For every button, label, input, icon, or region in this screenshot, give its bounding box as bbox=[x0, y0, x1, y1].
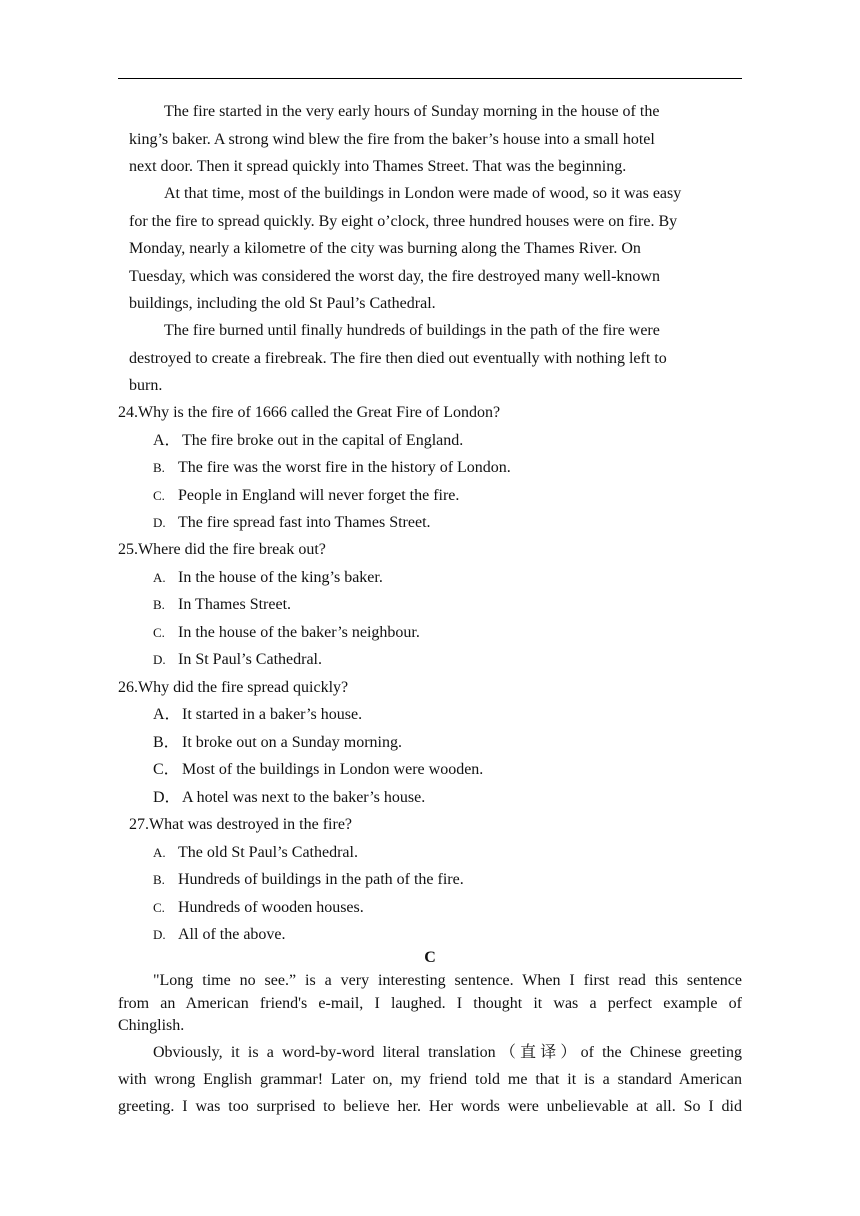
option-key: C. bbox=[153, 625, 165, 640]
answer-option[interactable] bbox=[153, 486, 459, 506]
passage-line: from an American friend's e-mail, I laughed. I thought it was a perfect example of bbox=[118, 995, 742, 1012]
option-key: A. bbox=[153, 570, 166, 585]
answer-option[interactable] bbox=[153, 760, 483, 780]
passage-line: for the fire to spread quickly. By eight o’clock, three hundred houses were on fire. By bbox=[129, 213, 678, 230]
answer-option[interactable] bbox=[153, 513, 431, 533]
answer-option[interactable] bbox=[153, 733, 402, 753]
answer-option[interactable] bbox=[153, 595, 291, 615]
question-stem: 27.What was destroyed in the fire? bbox=[129, 816, 353, 833]
option-key: A． bbox=[153, 432, 181, 449]
passage-line: Obviously, it is a word-by-word literal translation（直译）of the Chinese greeting bbox=[153, 1044, 742, 1061]
answer-option[interactable] bbox=[153, 788, 425, 808]
option-text: Hundreds of buildings in the path of the fire. bbox=[178, 871, 464, 888]
option-key: D. bbox=[153, 927, 166, 942]
answer-option[interactable] bbox=[153, 925, 286, 945]
option-text: It broke out on a Sunday morning. bbox=[182, 734, 402, 751]
answer-option[interactable] bbox=[153, 870, 464, 890]
option-text: All of the above. bbox=[178, 926, 286, 943]
passage-line: Tuesday, which was considered the worst day, the fire destroyed many well-known bbox=[129, 268, 660, 285]
passage-line: Monday, nearly a kilometre of the city was burning along the Thames River. On bbox=[129, 240, 641, 257]
option-text: Most of the buildings in London were wooden. bbox=[182, 761, 484, 778]
question-stem: 26.Why did the fire spread quickly? bbox=[118, 679, 349, 696]
passage-line: with wrong English grammar! Later on, my friend told me that it is a standard American bbox=[118, 1071, 742, 1088]
option-text: Hundreds of wooden houses. bbox=[178, 899, 364, 916]
header-rule bbox=[118, 78, 742, 79]
option-key: A． bbox=[153, 706, 181, 723]
answer-option[interactable] bbox=[153, 650, 322, 670]
option-text: People in England will never forget the fire. bbox=[178, 487, 460, 504]
option-text: It started in a baker’s house. bbox=[182, 706, 363, 723]
option-text: The fire spread fast into Thames Street. bbox=[178, 514, 431, 531]
option-text: In St Paul’s Cathedral. bbox=[178, 651, 322, 668]
option-key: B． bbox=[153, 734, 180, 751]
passage-line: At that time, most of the buildings in London were made of wood, so it was easy bbox=[164, 185, 682, 202]
option-key: D. bbox=[153, 515, 166, 530]
passage-line: greeting. I was too surprised to believe her. Her words were unbelievable at all. So I did bbox=[118, 1098, 742, 1115]
option-key: D． bbox=[153, 789, 181, 806]
answer-option[interactable] bbox=[153, 898, 364, 918]
passage-line: king’s baker. A strong wind blew the fire from the baker’s house into a small hotel bbox=[129, 131, 655, 148]
option-text: The old St Paul’s Cathedral. bbox=[178, 844, 358, 861]
option-text: In the house of the king’s baker. bbox=[178, 569, 383, 586]
passage-line: burn. bbox=[129, 377, 163, 394]
passage-line: "Long time no see.” is a very interesting sentence. When I first read this sentence bbox=[153, 972, 742, 989]
passage-line: The fire burned until finally hundreds of buildings in the path of the fire were bbox=[164, 322, 660, 339]
option-text: A hotel was next to the baker’s house. bbox=[182, 789, 426, 806]
option-key: C． bbox=[153, 761, 180, 778]
option-key: A. bbox=[153, 845, 166, 860]
option-key: B. bbox=[153, 872, 165, 887]
option-text: The fire was the worst fire in the history of London. bbox=[178, 459, 511, 476]
option-key: B. bbox=[153, 460, 165, 475]
question-stem: 24.Why is the fire of 1666 called the Great Fire of London? bbox=[118, 404, 501, 421]
section-heading: C bbox=[424, 949, 436, 966]
answer-option[interactable] bbox=[153, 458, 511, 478]
option-text: The fire broke out in the capital of England. bbox=[182, 432, 464, 449]
passage-line: buildings, including the old St Paul’s Cathedral. bbox=[129, 295, 436, 312]
answer-option[interactable] bbox=[153, 431, 463, 451]
answer-option[interactable] bbox=[153, 623, 420, 643]
question-stem: 25.Where did the fire break out? bbox=[118, 541, 326, 558]
option-text: In Thames Street. bbox=[178, 596, 292, 613]
answer-option[interactable] bbox=[153, 705, 362, 725]
option-key: D. bbox=[153, 652, 166, 667]
passage-line: The fire started in the very early hours of Sunday morning in the house of the bbox=[164, 103, 660, 120]
answer-option[interactable] bbox=[153, 843, 358, 863]
option-text: In the house of the baker’s neighbour. bbox=[178, 624, 420, 641]
option-key: C. bbox=[153, 900, 165, 915]
answer-option[interactable] bbox=[153, 568, 383, 588]
passage-line: Chinglish. bbox=[118, 1017, 185, 1034]
option-key: C. bbox=[153, 488, 165, 503]
option-key: B. bbox=[153, 597, 165, 612]
passage-line: next door. Then it spread quickly into Thames Street. That was the beginning. bbox=[129, 158, 627, 175]
passage-line: destroyed to create a firebreak. The fire then died out eventually with nothing left to bbox=[129, 350, 667, 367]
